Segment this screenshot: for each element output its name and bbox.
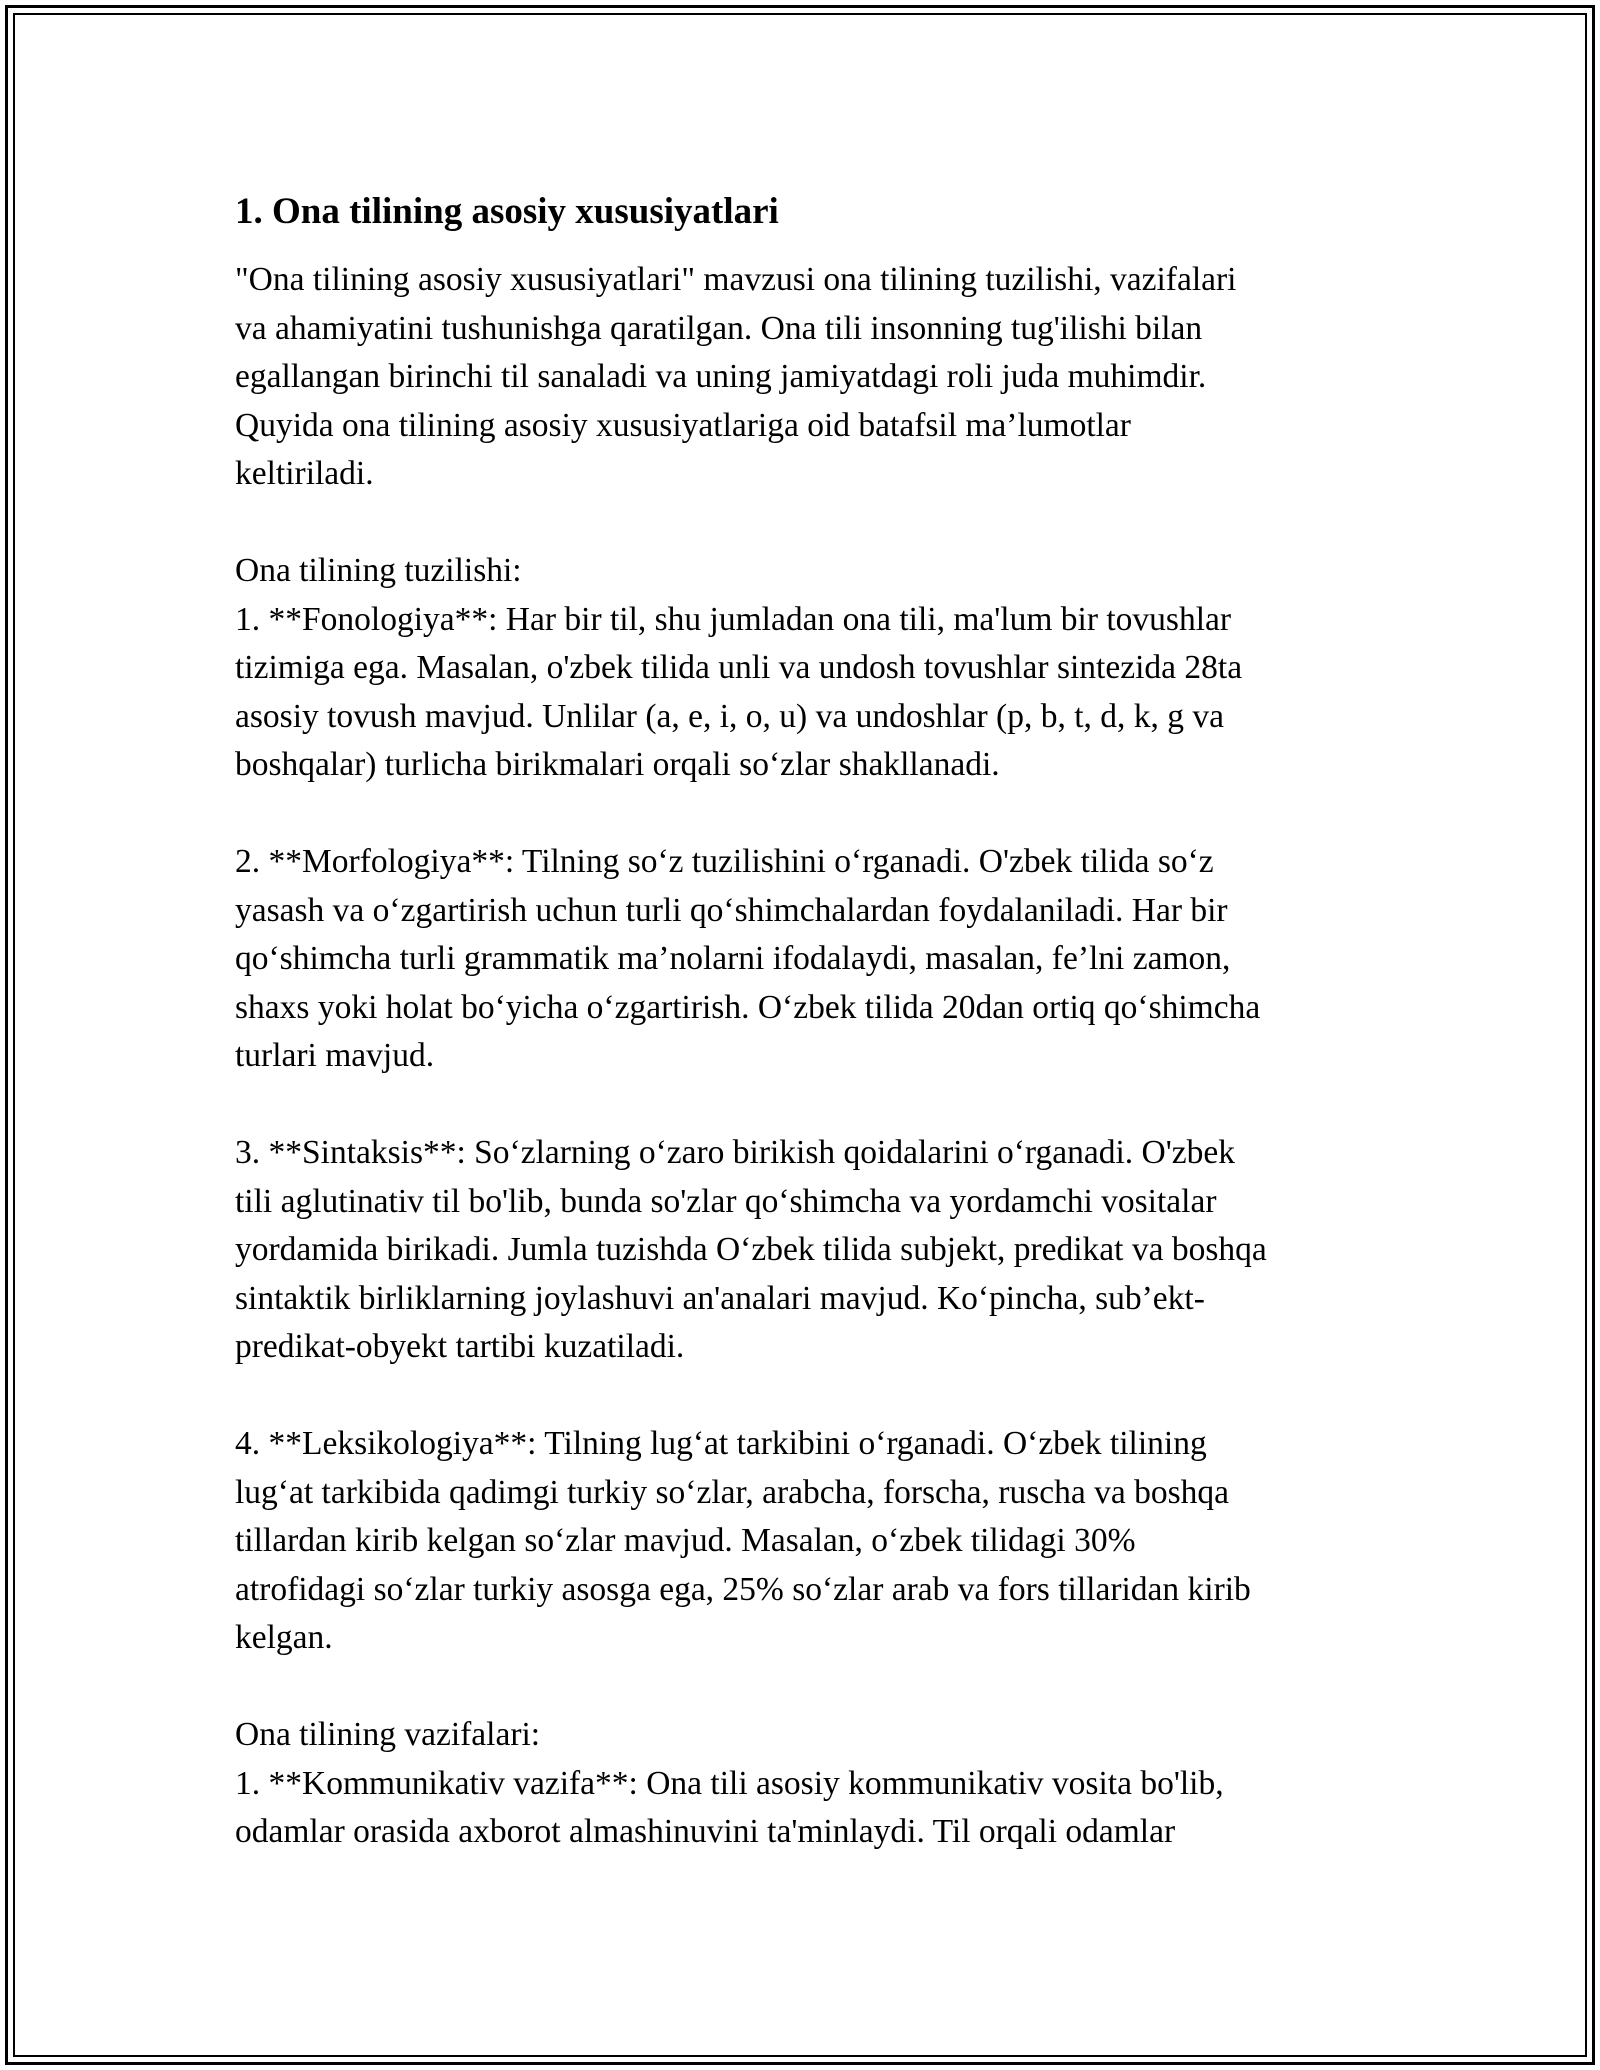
paragraph xyxy=(235,256,1385,499)
text-line: keltiriladi. xyxy=(235,455,374,492)
document-heading: 1. Ona tilining asosiy xususiyatlari xyxy=(235,191,779,232)
text-line: asosiy tovush mavjud. Unlilar (a, e, i, o, u) va undoshlar (p, b, t, d, k, g va xyxy=(235,697,1225,735)
text-line: tili aglutinativ til bo'lib, bunda so'zlar qo‘shimcha va yordamchi vositalar xyxy=(235,1182,1217,1220)
paragraph xyxy=(235,1420,1385,1663)
text-line: boshqalar) turlicha birikmalari orqali so‘zlar shakllanadi. xyxy=(235,746,1000,783)
text-line: 1. **Kommunikativ vazifa**: Ona tili asosiy kommunikativ vosita bo'lib, xyxy=(235,1764,1224,1802)
text-line: "Ona tilining asosiy xususiyatlari" mavzusi ona tilining tuzilishi, vazifalari xyxy=(235,261,1237,298)
text-line: Quyida ona tilining asosiy xususiyatlariga oid batafsil ma’lumotlar xyxy=(235,406,1131,444)
text-line: predikat-obyekt tartibi kuzatiladi. xyxy=(235,1328,685,1365)
text-line: yordamida birikadi. Jumla tuzishda O‘zbek tilida subjekt, predikat va boshqa xyxy=(235,1231,1267,1268)
text-line: 1. **Fonologiya**: Har bir til, shu jumladan ona tili, ma'lum bir tovushlar xyxy=(235,600,1232,638)
paragraph xyxy=(235,1129,1385,1372)
paragraph-spacer xyxy=(235,1081,1385,1130)
document-body xyxy=(235,188,1385,1857)
text-line: atrofidagi so‘zlar turkiy asosga ega, 25% so‘zlar arab va fors tillaridan kirib xyxy=(235,1570,1251,1608)
text-line: qo‘shimcha turli grammatik ma’nolarni ifodalaydi, masalan, fe’lni zamon, xyxy=(235,940,1231,977)
text-line: sintaktik birliklarning joylashuvi an'analari mavjud. Ko‘pincha, sub’ekt- xyxy=(235,1279,1205,1317)
text-line: odamlar orasida axborot almashinuvini ta'minlaydi. Til orqali odamlar xyxy=(235,1813,1176,1850)
text-line: tizimiga ega. Masalan, o'zbek tilida unli va undosh tovushlar sintezida 28ta xyxy=(235,649,1243,686)
text-line: kelgan. xyxy=(235,1619,333,1656)
text-line: va ahamiyatini tushunishga qaratilgan. Ona tili insonning tug'ilishi bilan xyxy=(235,309,1203,347)
text-line: 4. **Leksikologiya**: Tilning lug‘at tarkibini o‘rganadi. O‘zbek tilining xyxy=(235,1425,1207,1462)
paragraph xyxy=(235,838,1385,1081)
paragraph-spacer xyxy=(235,499,1385,548)
paragraph-spacer xyxy=(235,1372,1385,1421)
paragraph xyxy=(235,547,1385,790)
paragraph xyxy=(235,1711,1385,1857)
text-line: turlari mavjud. xyxy=(235,1037,435,1074)
text-line: shaxs yoki holat bo‘yicha o‘zgartirish. O‘zbek tilida 20dan ortiq qo‘shimcha xyxy=(235,988,1261,1026)
text-line: lug‘at tarkibida qadimgi turkiy so‘zlar, arabcha, forscha, ruscha va boshqa xyxy=(235,1473,1229,1511)
text-line: tillardan kirib kelgan so‘zlar mavjud. Masalan, o‘zbek tilidagi 30% xyxy=(235,1522,1136,1559)
text-line: 2. **Morfologiya**: Tilning so‘z tuzilishini o‘rganadi. O'zbek tilida so‘z xyxy=(235,843,1214,880)
paragraph-spacer xyxy=(235,1663,1385,1712)
text-line: yasash va o‘zgartirish uchun turli qo‘shimchalardan foydalaniladi. Har bir xyxy=(235,891,1228,929)
paragraph-spacer xyxy=(235,790,1385,839)
document-paragraphs xyxy=(235,256,1385,1857)
text-line: egallangan birinchi til sanaladi va uning jamiyatdagi roli juda muhimdir. xyxy=(235,358,1207,395)
text-line: Ona tilining vazifalari: xyxy=(235,1716,541,1753)
text-line: Ona tilining tuzilishi: xyxy=(235,552,522,589)
text-line: 3. **Sintaksis**: So‘zlarning o‘zaro birikish qoidalarini o‘rganadi. O'zbek xyxy=(235,1134,1235,1171)
